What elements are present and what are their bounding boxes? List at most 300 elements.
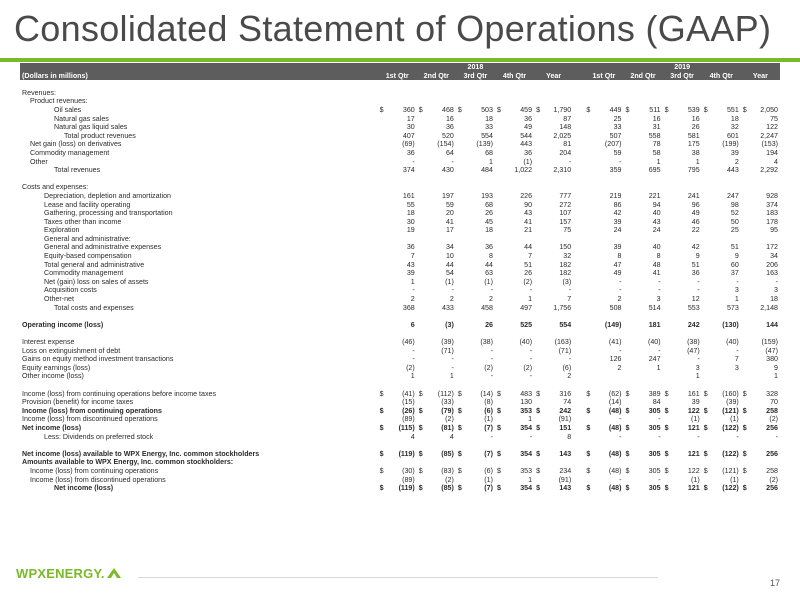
value-cell-2018: 7	[410, 252, 415, 261]
value-cell-2019: 247	[648, 355, 661, 364]
column-gap	[573, 278, 584, 287]
statement-row	[20, 235, 780, 244]
value-cell-2019: $ 258	[742, 466, 778, 475]
value-cell-2019: $ 121	[664, 449, 700, 458]
value-cell-2018: (1)	[484, 277, 493, 286]
value-cell-2019: 573	[726, 303, 739, 312]
value-cell-2018: 107	[559, 209, 572, 218]
value-cell-2018: 161	[402, 191, 415, 200]
value-cell-2019: 8	[617, 252, 622, 261]
value-cell-2019	[741, 97, 780, 106]
value-cell-2018: $ 360	[379, 105, 415, 114]
row-label: General and administrative expenses	[44, 243, 162, 252]
value-cell-2019: 38	[691, 148, 700, 157]
row-label: Income (loss) from continuing operations before income taxes	[22, 389, 216, 398]
column-gap	[573, 364, 584, 373]
value-cell-2019: -	[619, 432, 622, 441]
value-cell-2018: -	[529, 346, 533, 355]
value-cell-2019: 3	[734, 286, 739, 295]
value-cell-2019: 41	[652, 269, 661, 278]
value-cell-2019: -	[619, 286, 622, 295]
value-cell-2019: (1)	[691, 415, 700, 424]
value-cell-2019: 32	[730, 123, 739, 132]
value-cell-2019: 1	[656, 363, 661, 372]
dollar-sign: $	[625, 105, 630, 114]
value-cell-2018: 1	[528, 295, 533, 304]
value-cell-2019	[663, 183, 702, 192]
value-cell-2019: 219	[609, 191, 622, 200]
value-cell-2019: 514	[648, 303, 661, 312]
dollar-sign: $	[742, 406, 747, 415]
value-cell-2019: 206	[766, 260, 778, 269]
dollar-sign: $	[457, 466, 462, 475]
value-cell-2019: $ 122	[664, 406, 700, 415]
column-gap	[573, 132, 584, 141]
dollar-sign: $	[625, 484, 630, 493]
value-cell-2018: 26	[485, 209, 493, 218]
statement-row	[20, 243, 780, 252]
value-cell-2018: (71)	[441, 346, 454, 355]
value-cell-2018	[417, 458, 456, 467]
value-cell-2018: 33	[485, 123, 493, 132]
value-cell-2018: -	[451, 363, 454, 372]
column-gap	[573, 192, 584, 201]
column-gap	[573, 158, 584, 167]
value-cell-2019: (153)	[761, 140, 778, 149]
dollar-sign: $	[703, 423, 708, 432]
value-cell-2018: -	[490, 346, 493, 355]
wpx-energy-logo	[16, 566, 122, 581]
value-cell-2018: $ 503	[457, 105, 493, 114]
value-cell-2019: $ 122	[664, 466, 700, 475]
value-cell-2019: 2,247	[760, 131, 778, 140]
value-cell-2019: 9	[695, 252, 700, 261]
value-cell-2018: $ (115)	[379, 423, 415, 432]
statement-table	[20, 63, 780, 493]
value-cell-2018	[534, 183, 573, 192]
column-gap	[573, 201, 584, 210]
value-cell-2018: (1)	[445, 277, 454, 286]
statement-row	[20, 390, 780, 399]
statement-row	[20, 424, 780, 433]
dollar-sign: $	[586, 449, 591, 458]
value-cell-2019: 380	[766, 355, 778, 364]
value-cell-2018: 30	[406, 123, 415, 132]
value-cell-2018: $ 483	[496, 389, 533, 398]
value-cell-2018: 182	[559, 260, 572, 269]
spacer-row	[20, 312, 780, 321]
value-cell-2018: 63	[485, 269, 493, 278]
value-cell-2018: $ 234	[536, 466, 572, 475]
value-cell-2018: 44	[445, 260, 454, 269]
col-header-q3-2018: 3rd Qtr	[456, 72, 495, 81]
value-cell-2018: (139)	[476, 140, 493, 149]
value-cell-2018: $ (7)	[457, 484, 493, 493]
value-cell-2018: $ 151	[536, 423, 572, 432]
value-cell-2018: 204	[559, 148, 572, 157]
value-cell-2019: 43	[652, 217, 661, 226]
row-label: Taxes other than income	[44, 217, 122, 226]
value-cell-2019: -	[697, 432, 700, 441]
value-cell-2018	[456, 183, 495, 192]
value-cell-2018: 55	[406, 200, 415, 209]
value-cell-2019: 374	[766, 200, 778, 209]
value-cell-2019: 1	[656, 157, 661, 166]
value-cell-2019: 39	[613, 243, 622, 252]
value-cell-2018: $ 353	[496, 406, 533, 415]
row-label: Net income (loss)	[22, 423, 82, 432]
column-gap	[573, 424, 584, 433]
dollar-sign: $	[457, 423, 462, 432]
value-cell-2018: $ 143	[536, 484, 572, 493]
col-header-q1-2019: 1st Qtr	[584, 72, 623, 81]
value-cell-2018: $ 1,790	[536, 105, 572, 114]
value-cell-2019: $ 256	[742, 423, 778, 432]
value-cell-2018: 148	[559, 123, 572, 132]
value-cell-2019: $ 449	[586, 105, 622, 114]
value-cell-2019: 12	[691, 295, 700, 304]
spacer-cell	[20, 381, 780, 390]
row-label: Depreciation, depletion and amortization	[44, 191, 171, 200]
value-cell-2018: (69)	[402, 140, 415, 149]
dollar-sign: $	[625, 466, 630, 475]
value-cell-2019: $ 305	[625, 423, 661, 432]
value-cell-2019: 47	[613, 260, 622, 269]
value-cell-2018: 17	[445, 226, 454, 235]
dollar-sign: $	[379, 389, 384, 398]
statement-row	[20, 321, 780, 330]
row-label: Equity-based compensation	[44, 252, 132, 261]
value-cell-2019: 40	[652, 243, 661, 252]
statement-row	[20, 115, 780, 124]
value-cell-2018: $ (41)	[379, 389, 415, 398]
value-cell-2018: (1)	[484, 475, 493, 484]
dollar-sign: $	[457, 484, 462, 493]
value-cell-2018: (3)	[562, 277, 572, 286]
row-label: Interest expense	[22, 338, 75, 346]
value-cell-2018: $ (112)	[418, 389, 454, 398]
dollar-sign: $	[418, 466, 423, 475]
dollar-sign: $	[379, 484, 384, 493]
value-cell-2018: (2)	[406, 363, 415, 372]
value-cell-2019: 508	[609, 303, 622, 312]
value-cell-2018: 1,022	[514, 166, 533, 175]
value-cell-2018: 497	[520, 303, 533, 312]
value-cell-2019: (1)	[730, 415, 739, 424]
value-cell-2019	[623, 97, 662, 106]
value-cell-2018: (39)	[441, 338, 454, 346]
value-cell-2018	[378, 183, 417, 192]
value-cell-2018: -	[490, 286, 493, 295]
statement-row	[20, 132, 780, 141]
value-cell-2018: -	[412, 355, 415, 364]
dollar-sign: $	[457, 449, 462, 458]
value-cell-2018: 36	[406, 243, 415, 252]
dollar-sign: $	[536, 484, 541, 493]
value-cell-2019	[702, 183, 741, 192]
value-cell-2019: 16	[652, 114, 661, 123]
dollar-sign: $	[496, 389, 501, 398]
value-cell-2019: (47)	[765, 346, 778, 355]
col-header-q2-2019: 2nd Qtr	[623, 72, 662, 81]
value-cell-2018: 36	[524, 148, 533, 157]
spacer-cell	[20, 312, 780, 321]
value-cell-2019: 37	[730, 269, 739, 278]
value-cell-2018: 51	[524, 260, 533, 269]
dollar-sign: $	[536, 389, 541, 398]
dollar-sign: $	[703, 484, 708, 493]
value-cell-2019: 48	[652, 260, 661, 269]
value-cell-2018: -	[490, 372, 493, 381]
value-cell-2019	[663, 458, 702, 467]
value-cell-2018: 68	[485, 200, 493, 209]
row-label: Costs and expenses:	[22, 183, 89, 192]
value-cell-2019: 3	[695, 363, 700, 372]
value-cell-2018: 272	[559, 200, 572, 209]
spacer-row	[20, 381, 780, 390]
statement-row	[20, 467, 780, 476]
dollar-sign: $	[625, 389, 630, 398]
column-gap	[573, 347, 584, 356]
value-cell-2019: 221	[648, 191, 661, 200]
value-cell-2018	[378, 89, 417, 98]
value-cell-2019: 51	[730, 243, 739, 252]
dollar-sign: $	[457, 105, 462, 114]
value-cell-2018: 2	[449, 295, 454, 304]
value-cell-2019: 42	[691, 243, 700, 252]
value-cell-2019	[741, 235, 780, 244]
dollar-sign: $	[379, 449, 384, 458]
value-cell-2019: (40)	[647, 338, 661, 346]
value-cell-2018: 10	[445, 252, 454, 261]
value-cell-2019: $ 389	[625, 389, 661, 398]
value-cell-2019: 558	[648, 131, 661, 140]
value-cell-2019	[584, 97, 623, 106]
value-cell-2018: 484	[481, 166, 493, 175]
row-label: Net income (loss) available to WPX Energy, Inc. common stockholders	[22, 449, 260, 458]
value-cell-2018	[378, 458, 417, 467]
value-cell-2018	[456, 458, 495, 467]
value-cell-2019: (14)	[608, 398, 622, 407]
row-label: Oil sales	[54, 105, 82, 114]
value-cell-2018: 36	[524, 114, 533, 123]
value-cell-2019: 2,148	[760, 303, 778, 312]
value-cell-2018: 2	[489, 295, 493, 304]
column-gap	[573, 286, 584, 295]
dollar-sign: $	[379, 466, 384, 475]
statement-row	[20, 304, 780, 313]
value-cell-2018: (3)	[445, 320, 454, 329]
column-gap	[573, 252, 584, 261]
value-cell-2018: 7	[567, 295, 572, 304]
statement-row	[20, 364, 780, 373]
value-cell-2019: 51	[691, 260, 700, 269]
value-cell-2019: -	[697, 277, 700, 286]
column-gap	[573, 458, 584, 467]
column-gap	[573, 89, 584, 98]
spacer-row	[20, 441, 780, 450]
value-cell-2018: (163)	[554, 338, 572, 346]
value-cell-2018: 458	[481, 303, 493, 312]
value-cell-2018: $ 354	[496, 423, 533, 432]
value-cell-2018: (154)	[437, 140, 454, 149]
dollar-sign: $	[536, 406, 541, 415]
row-label: Equity earnings (loss)	[22, 363, 91, 372]
value-cell-2018	[534, 89, 573, 98]
value-cell-2019: 42	[613, 209, 622, 218]
row-label: Income (loss) from discontinued operations	[30, 475, 166, 484]
value-cell-2019: 39	[613, 217, 622, 226]
value-cell-2018	[417, 183, 456, 192]
dollar-sign: $	[664, 449, 669, 458]
value-cell-2018: -	[451, 157, 454, 166]
value-cell-2019: (40)	[726, 338, 739, 346]
value-cell-2019: 2	[734, 157, 739, 166]
col-header-q4-2018: 4th Qtr	[495, 72, 534, 81]
column-gap	[573, 226, 584, 235]
value-cell-2018: $ (119)	[379, 449, 415, 458]
value-cell-2019: 31	[652, 123, 661, 132]
value-cell-2019: -	[658, 286, 661, 295]
value-cell-2019: $ 121	[664, 484, 700, 493]
value-cell-2018: $ 316	[536, 389, 572, 398]
value-cell-2019: (1)	[691, 475, 700, 484]
logo-leaf-icon	[106, 567, 122, 579]
row-label: Natural gas liquid sales	[54, 123, 128, 132]
value-cell-2019: $ (62)	[586, 389, 622, 398]
value-cell-2018: 41	[445, 217, 454, 226]
dollar-sign: $	[496, 406, 501, 415]
value-cell-2019: 18	[770, 295, 778, 304]
value-cell-2018: 74	[563, 398, 572, 407]
value-cell-2018: 433	[442, 303, 454, 312]
value-cell-2019: $ (122)	[703, 423, 739, 432]
dollar-sign: $	[586, 389, 591, 398]
value-cell-2019: 601	[726, 131, 739, 140]
value-cell-2018	[495, 458, 534, 467]
unit-label: (Dollars in millions)	[20, 72, 378, 81]
dollar-sign: $	[536, 105, 541, 114]
value-cell-2019: $ 256	[742, 484, 778, 493]
year-2019-header: 2019	[584, 63, 780, 72]
dollar-sign: $	[742, 466, 747, 475]
statement-row	[20, 476, 780, 485]
value-cell-2018: 44	[485, 260, 493, 269]
value-cell-2019: -	[619, 157, 622, 166]
value-cell-2018	[417, 97, 456, 106]
value-cell-2019	[702, 235, 741, 244]
statement-row	[20, 372, 780, 381]
dollar-sign: $	[742, 484, 747, 493]
value-cell-2019	[663, 235, 702, 244]
dollar-sign: $	[625, 449, 630, 458]
value-cell-2019	[584, 89, 623, 98]
value-cell-2019: 247	[726, 191, 739, 200]
column-gap	[573, 295, 584, 304]
value-cell-2018: 41	[524, 217, 533, 226]
column-gap	[573, 372, 584, 381]
row-label: Net (gain) loss on sales of assets	[44, 277, 149, 286]
value-cell-2019: 40	[652, 209, 661, 218]
dollar-sign: $	[742, 389, 747, 398]
column-gap	[573, 476, 584, 485]
statement-row	[20, 183, 780, 192]
value-cell-2018: -	[490, 355, 493, 364]
value-cell-2018: (71)	[558, 346, 572, 355]
value-cell-2019: -	[697, 286, 700, 295]
value-cell-2018: 32	[563, 252, 572, 261]
value-cell-2018: 407	[402, 131, 415, 140]
value-cell-2019	[584, 235, 623, 244]
statement-row	[20, 218, 780, 227]
statement-row	[20, 201, 780, 210]
value-cell-2019: 24	[652, 226, 661, 235]
value-cell-2019: 84	[652, 398, 661, 407]
value-cell-2018: 150	[559, 243, 572, 252]
column-gap	[573, 166, 584, 175]
value-cell-2019: 194	[766, 148, 778, 157]
value-cell-2018: -	[529, 355, 533, 364]
value-cell-2019: 1	[774, 372, 778, 381]
value-cell-2018: (89)	[402, 475, 415, 484]
dollar-sign: $	[703, 466, 708, 475]
row-label: Acquisition costs	[44, 286, 97, 295]
value-cell-2018: 157	[559, 217, 572, 226]
dollar-sign: $	[418, 484, 423, 493]
value-cell-2018: 520	[442, 131, 454, 140]
value-cell-2019: 46	[691, 217, 700, 226]
value-cell-2019: (1)	[730, 475, 739, 484]
value-cell-2019: 16	[691, 114, 700, 123]
column-gap	[573, 390, 584, 399]
column-gap	[573, 209, 584, 218]
value-cell-2018: 17	[406, 114, 415, 123]
value-cell-2019: -	[619, 415, 622, 424]
value-cell-2019: 2,292	[760, 166, 778, 175]
row-label: Income (loss) from discontinued operations	[22, 415, 158, 424]
value-cell-2018: 45	[485, 217, 493, 226]
year-2018-header: 2018	[378, 63, 574, 72]
value-cell-2019: 581	[687, 131, 700, 140]
value-cell-2018: $ 354	[496, 449, 533, 458]
statement-row	[20, 123, 780, 132]
statement-row	[20, 149, 780, 158]
dollar-sign: $	[742, 423, 747, 432]
value-cell-2018: 18	[485, 114, 493, 123]
value-cell-2018: (91)	[558, 475, 572, 484]
value-cell-2018	[456, 89, 495, 98]
value-cell-2018: 226	[520, 191, 533, 200]
value-cell-2018: (1)	[484, 415, 493, 424]
value-cell-2019: 60	[730, 260, 739, 269]
dollar-sign: $	[418, 389, 423, 398]
value-cell-2019: -	[619, 346, 622, 355]
value-cell-2019	[623, 458, 662, 467]
value-cell-2019: (39)	[726, 398, 739, 407]
col-header-year-2018: Year	[534, 72, 573, 81]
value-cell-2019: 3	[656, 295, 661, 304]
value-cell-2019: (38)	[687, 338, 700, 346]
column-gap	[573, 321, 584, 330]
row-label: Operating income (loss)	[22, 320, 104, 329]
value-cell-2018: 75	[563, 226, 572, 235]
value-cell-2019: 24	[613, 226, 622, 235]
dollar-sign: $	[496, 449, 501, 458]
value-cell-2019: -	[736, 432, 739, 441]
column-gap	[573, 467, 584, 476]
statement-row	[20, 398, 780, 407]
value-cell-2018: 430	[442, 166, 454, 175]
